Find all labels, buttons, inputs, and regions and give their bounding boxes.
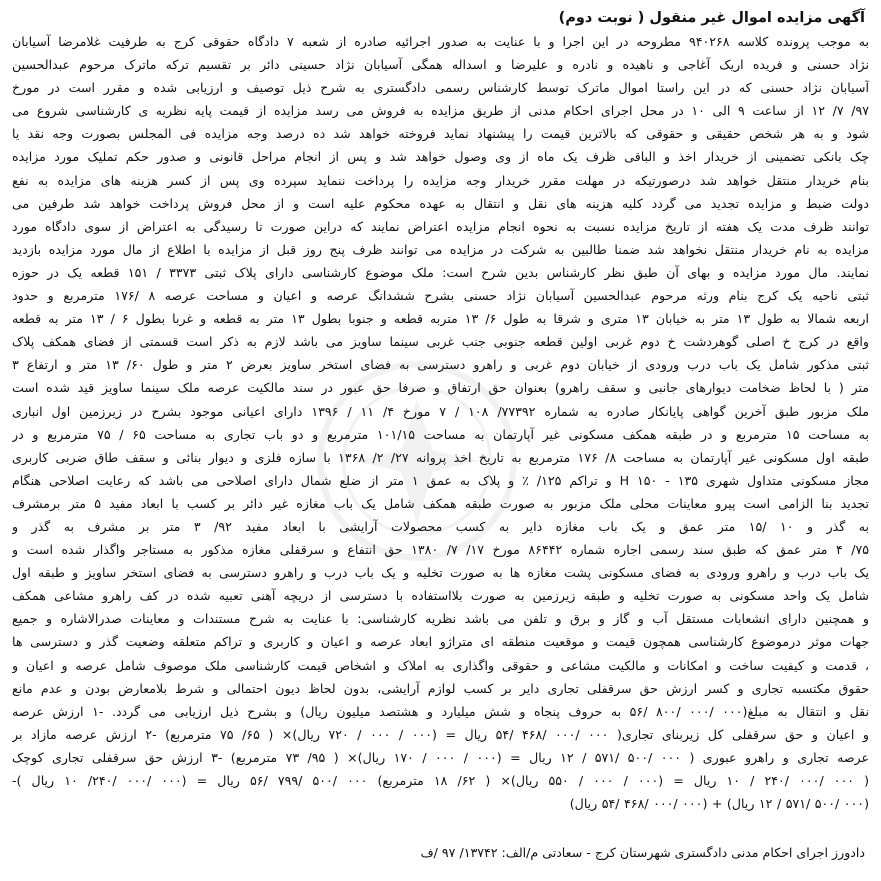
notice-line: مزایده به نام خریدار منتقل نخواهد شد ضمنا طالبین به شرکت در مزایده می توانند ظرف پنج روز قبل از مزایده با اطلاع از مال مورد مزایده بازدید	[12, 241, 869, 257]
notice-line: ملک مزبور طبق آخرین گواهی پایانکار صادره به شماره ۷۷۳۹۲/ ۱۰۸ / ۷ مورخ ۴/ ۱۱ / ۱۳۹۶ دارای اعیانی موجود بشرح در زیرزمین اول انباری	[12, 403, 869, 419]
notice-line: آسیابان نژاد حسنی که در این راستا اموال ماترک توسط کارشناس رسمی دادگستری به شرح ذیل توصیف و ارزیابی شده و مقرر است در مورخ	[12, 80, 869, 96]
notice-line: ( ۰۰۰ /۰۰۰ /۲۴۰ / ۱۰ ریال = (۰۰۰ / ۰۰۰ / ۵۵۰ ریال)× ( ۶۲/ ۱۸ مترمربع) ۰۰۰ /۵۰۰ /۷۹۹ /۵۶ ریال = (۰۰۰ /۰۰۰ /۲۴۰/ ۱۰ ریال )-	[12, 773, 869, 788]
notice-line: ، قدمت و کیفیت ساخت و امکانات و مالکیت مشاعی و حقوقی واگذاری به املاک و اشخاص قیمت کارشناسی ملک موصوف شامل عرصه و اعیان و	[12, 657, 869, 673]
notice-line: حقوق مکتسبه تجاری و کسر ارزش حق سرقفلی تجاری دایر بر کسب لوازم آرایشی، بدون لحاظ دیون احتمالی و شرط بلامعارض بودن و عدم مانع	[12, 680, 869, 696]
notice-line: نژاد حسنی و فریده اریک آغاجی و ناهیده و نادره و علیرضا و اسداله همگی آسیابان نژاد حسینی دائر بر تقسیم ترکه ماترک مرحوم عبدالحسین	[12, 57, 869, 73]
notice-body	[12, 30, 869, 815]
notice-line: (۰۰۰ /۵۰۰ /۵۷۱ / ۱۲ ریال) + (۰۰۰ /۰۰۰ /۴۶۸ /۵۴ ریال)	[569, 796, 869, 812]
notice-line: نقل و انتقال به مبلغ(۰۰۰ /۰۰۰ /۸۰۰ /۵۶ به حروف پنجاه و شش میلیارد و هشتصد میلیون ریال) و بشرح ذیل ارزیابی می گردد. -۱ ارزش عرصه	[12, 703, 869, 719]
notice-line: ۷۵/ ۴ متر عمق که طبق سند رسمی اجاره شماره ۸۶۴۴۲ مورخ ۱۷/ ۷/ ۱۳۸۰ حق انتفاع و سرقفلی مغازه مذکور به مستاجر واگذار شده است و	[12, 542, 869, 558]
notice-line: و اعیان و حق سرقفلی کل زیربنای تجاری( ۰۰۰ /۰۰۰ /۴۶۸ /۵۴ ریال = (۰۰۰ / ۰۰۰ / ۷۲۰ ریال)× ( ۶۵/ ۷۵ مترمربع) -۲ ارزش عرصه مازاد بر	[12, 726, 869, 742]
notice-line: چک بانکی تضمینی از خریدار اخذ و الباقی ظرف یک ماه از وی وصول خواهد شد و پس از انجام مراحل قانونی و صدور حکم تملیک مورد مزایده	[12, 149, 869, 165]
auction-notice	[12, 6, 869, 868]
signature-line: دادورز اجرای احکام مدنی دادگستری شهرستان کرج - سعادتی م/الف: ۱۳۷۴۲/ ۹۷ /ف	[420, 845, 865, 860]
notice-title: آگهی مزایده اموال غیر منقول ( نوبت دوم)	[558, 10, 865, 26]
notice-line: توانند ظرف مدت یک هفته از تاریخ مزایده نسبت به نحوه انجام مزایده اعتراض نمایند که دراین صورت تا رسیدگی به اعتراض از سوی دادگاه مورد	[12, 218, 869, 234]
notice-line: جهات موثر درموضوع کارشناسی همچون قیمت و موقعیت منطقه ای متراژو ابعاد عرصه و اعیان و کاربری و تراکم متعلقه وضعیت گذر و دسترسی ها	[12, 634, 869, 650]
notice-line: شود و به هر شخص حقیقی و حقوقی که بالاترین قیمت را پیشنهاد نماید فروخته خواهد شد ده درصد وجه مزایده فی المجلس بصورت وجه نقد یا	[12, 126, 869, 142]
notice-line: به مساحت ۱۵ مترمربع و در طبقه همکف مسکونی غیر آپارتمان به مساحت ۱۰۱/۱۵ مترمربع و دو باب تجاری به مساحت ۶۵ / ۷۵ مترمربع و در	[12, 426, 869, 442]
notice-line: طبقه اول مسکونی غیر آپارتمان به مساحت ۸/ ۱۷۶ مترمربع به تاریخ اخذ پروانه ۲۷/ ۲/ ۱۳۶۸ با سازه فلزی و دیوار بنائی و سقف طاق ضربی کاربری	[12, 449, 869, 465]
notice-line: متر ( با لحاظ ضخامت دیوارهای جانبی و سقف راهرو) بعنوان حق ارتفاق و صرفا حق عبور در سند مالکیت عرصه ملک سینما ساویز قید شده است	[12, 380, 869, 396]
notice-line: اربعه شمالا به طول ۱۳ متر به خیابان ۱۳ متری و شرقا به طول ۶/ ۱۳ متربه قطعه و جنوبا بطول ۱۳ متر به قطعه و غربا بطول ۶ / ۱۳ متر به قطعه	[12, 311, 869, 327]
notice-line: و همچنین دارای انشعابات مستقل آب و گاز و برق و تلفن می باشد نظریه کارشناسی: با عنایت به شرح مستندات و معاینات صدرالاشاره و جمیع	[12, 611, 869, 627]
notice-line: نمایند. مال مورد مزایده و بهای آن طبق نظر کارشناس بدین شرح است: ملک موضوع کارشناسی دارای پلاک ثبتی ۳۳۷۳ / ۱۵۱ قطعه یک در حوزه	[12, 264, 869, 280]
notice-line: ۹۷/ ۷/ ۱۲ از ساعت ۹ الی ۱۰ در محل اجرای احکام مدنی از طریق مزایده به فروش می رسد مزایده از قیمت پایه نظریه ی کارشناسی شروع می	[12, 103, 869, 119]
notice-line: عرصه تجاری و راهرو عبوری ( ۰۰۰ /۵۰۰ /۵۷۱ / ۱۲ ریال = (۰۰۰ / ۰۰۰ / ۱۷۰ ریال)× ( ۹۵/ ۷۳ مترمربع) -۳ ارزش حق سرقفلی تجاری کوچک	[12, 749, 869, 765]
notice-line: واقع در کرج خ اصلی گوهردشت خ دوم غربی اولین قطعه جنوبی جنب غربی سینما ساویز می باشد لازم به ذکر است قسمتی از فضای همکف پلاک	[12, 334, 869, 350]
notice-line: یک باب درب و راهرو ورودی به فضای مسکونی پشت مغازه ها به صورت تخلیه و یک باب درب و راهرو دسترسی به فضای استخر ساویز و طبقه اول	[12, 565, 869, 581]
notice-line: شامل یک واحد مسکونی به صورت تخلیه و طبقه زیرزمین به صورت بلااستفاده با دسترسی از دریچه آهنی تعبیه شده در کف راهرو مشاعی همکف	[12, 588, 869, 604]
notice-line: به موجب پرونده کلاسه ۹۴۰۲۶۸ مطروحه در این اجرا و با عنایت به صدور اجرائیه صادره از شعبه ۷ دادگاه حقوقی کرج به طرفیت غلامرضا آسیابان	[12, 34, 869, 49]
notice-line: ثبتی ناحیه یک کرج بنام ورثه مرحوم عبدالحسین آسیابان نژاد حسنی بشرح ششدانگ عرصه و اعیان و مساحت عرصه ۸ /۱۷۶ مترمربع و حدود	[12, 288, 869, 304]
notice-line: مجاز مسکونی متداول شهری ۱۳۵ - ۱۵۰ H و تراکم ۱۲۵/ ٪ و پلاک به عمق ۱ متر از ضلع شمال دارای اصلاحی می باشد که رعایت اصلاحی هنگام	[12, 472, 869, 488]
notice-line: دولت ضبط و مزایده تجدید می گردد کلیه هزینه های نقل و انتقال به عهده محکوم علیه است و از محل فروش پرداخت خواهد شد طرفین می	[12, 195, 869, 211]
notice-line: ثبتی مذکور شامل یک باب درب ورودی از خیابان دوم غربی و راهرو دسترسی به فضای استخر ساویز بعرض ۲ متر و طول ۶۰/ ۱۳ متر و ارتفاع ۳	[12, 357, 869, 373]
notice-line: بنام خریدار منتقل خواهد شد درصورتیکه در مهلت مقرر خریدار وجه مزایده را پرداخت ننماید سپرده وی پس از کسر هزینه های مزایده به نفع	[12, 172, 869, 188]
notice-line: تجدید بنا الزامی است پیرو معاینات محلی ملک مزبور به صورت طبقه همکف شامل یک باب مغازه غیر دائر بر کسب با ابعاد مفید ۵ متر برمشرف	[12, 495, 869, 511]
notice-line: به گذر و ۱۰ /۱۵ متر عمق و یک باب مغازه دایر به کسب محصولات آرایشی با ابعاد مفید ۹۲/ ۳ متر بر مشرف به گذر و	[12, 518, 869, 534]
